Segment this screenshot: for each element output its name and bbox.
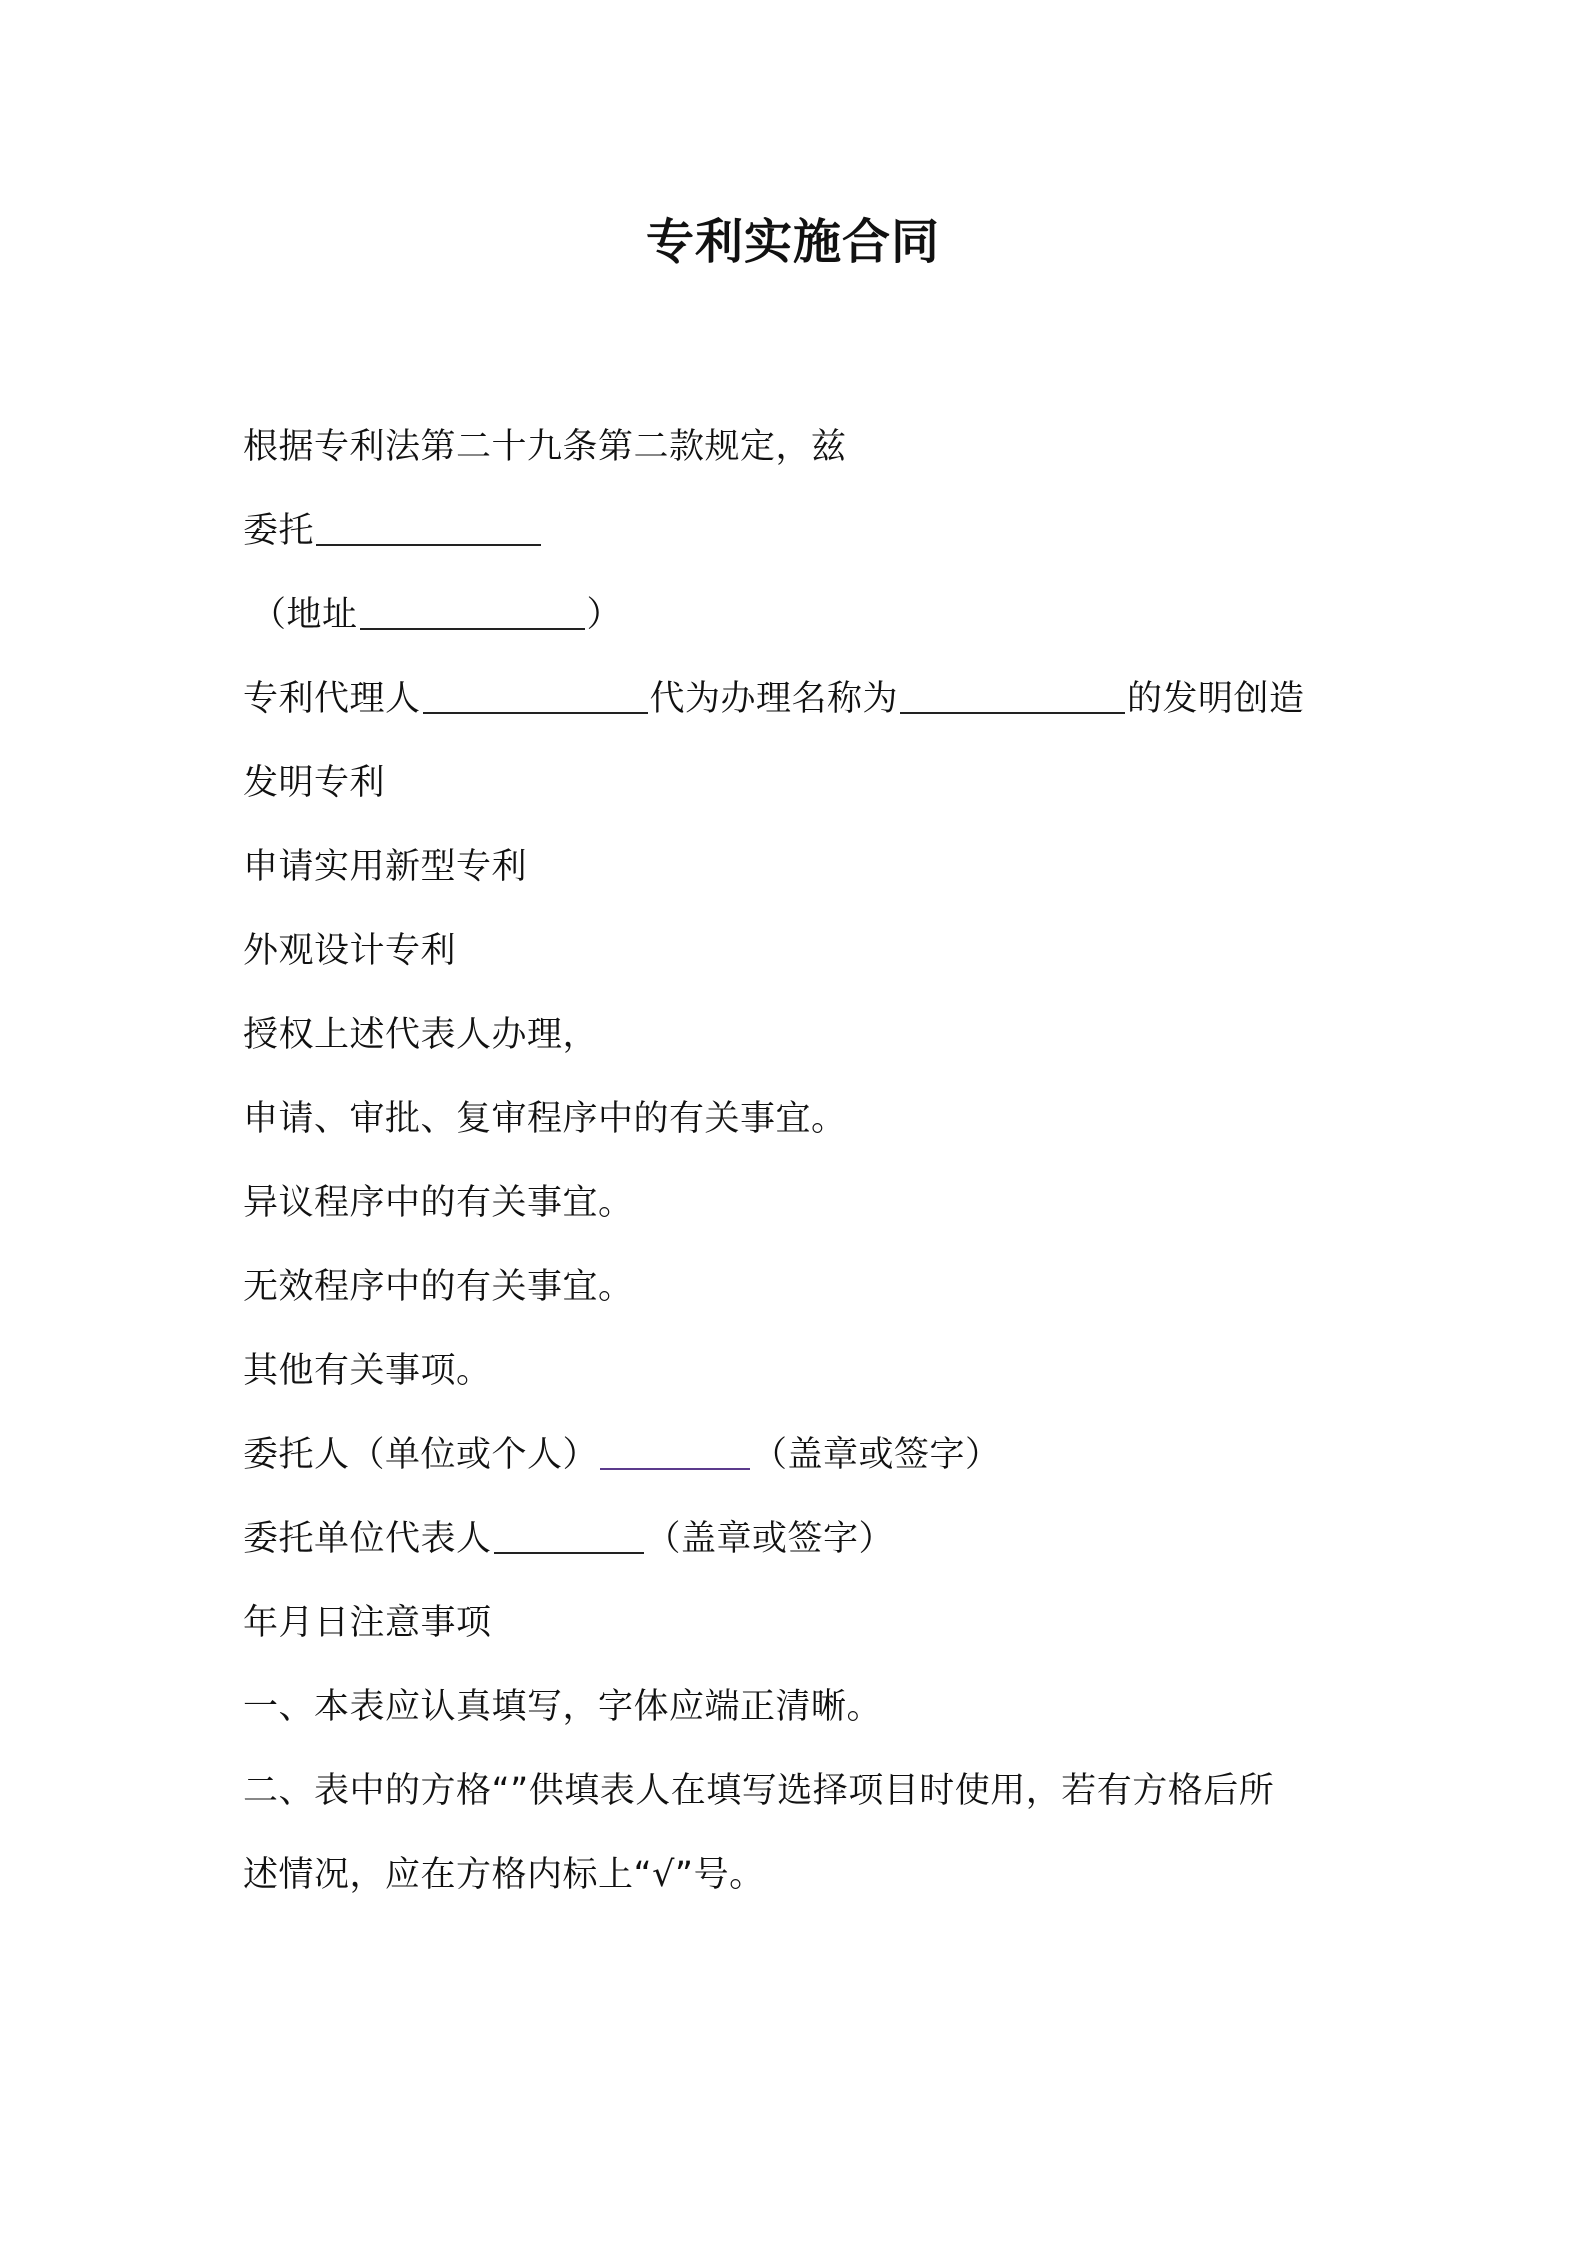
document-title: 专利实施合同 (645, 214, 940, 270)
line-text: 年月日注意事项 (243, 1603, 492, 1643)
line-text: 一、本表应认真填写，字体应端正清晰。 (243, 1687, 883, 1727)
line-text: 述情况，应在方格内标上“√”号。 (243, 1855, 765, 1895)
text-line (243, 405, 1363, 489)
text-line (243, 741, 1363, 825)
blank-field-address[interactable] (360, 598, 585, 630)
line-text: 根据专利法第二十九条第二款规定，兹 (243, 427, 847, 467)
line-text: 专利代理人 (243, 679, 421, 719)
text-line (243, 1161, 1363, 1245)
text-line (243, 1245, 1363, 1329)
text-line (243, 1329, 1363, 1413)
line-text: 申请实用新型专利 (243, 847, 528, 887)
line-text: 二、表中的方格“”供填表人在填写选择项目时使用，若有方格后所 (243, 1771, 1275, 1811)
text-line (243, 1581, 1363, 1665)
blank-field-representative-signature[interactable] (494, 1522, 644, 1554)
line-text: 委托人（单位或个人） (243, 1435, 599, 1475)
line-text: 其他有关事项。 (243, 1351, 492, 1391)
line-text: 委托 (243, 511, 315, 551)
line-text: 申请、审批、复审程序中的有关事宜。 (243, 1099, 847, 1139)
line-text: 异议程序中的有关事宜。 (243, 1183, 634, 1223)
text-line (243, 1497, 1363, 1581)
line-text: 发明专利 (243, 763, 386, 803)
text-line (243, 1833, 1363, 1917)
line-text: 无效程序中的有关事宜。 (243, 1267, 634, 1307)
text-line (243, 825, 1363, 909)
line-text: （盖章或签字） (752, 1435, 1001, 1475)
line-text: 外观设计专利 (243, 931, 457, 971)
text-line (243, 1665, 1363, 1749)
blank-field-principal-signature[interactable] (600, 1438, 750, 1470)
text-line (243, 489, 1363, 573)
line-text: 授权上述代表人办理， (243, 1015, 599, 1055)
document-body (243, 405, 1363, 1917)
blank-field-invention-name[interactable] (900, 682, 1125, 714)
line-text: 的发明创造 (1127, 679, 1305, 719)
blank-field-patent-agent[interactable] (423, 682, 648, 714)
text-line (243, 1749, 1363, 1833)
blank-field-principal[interactable] (316, 514, 541, 546)
line-text: （地址 (251, 595, 358, 635)
text-line (243, 657, 1363, 741)
text-line (243, 573, 1363, 657)
text-line (243, 1413, 1363, 1497)
text-line (243, 993, 1363, 1077)
text-line (243, 1077, 1363, 1161)
line-text: ） (586, 595, 623, 635)
line-text: （盖章或签字） (645, 1519, 895, 1559)
line-text: 代为办理名称为 (649, 679, 899, 719)
line-text: 委托单位代表人 (243, 1519, 492, 1559)
text-line (243, 909, 1363, 993)
